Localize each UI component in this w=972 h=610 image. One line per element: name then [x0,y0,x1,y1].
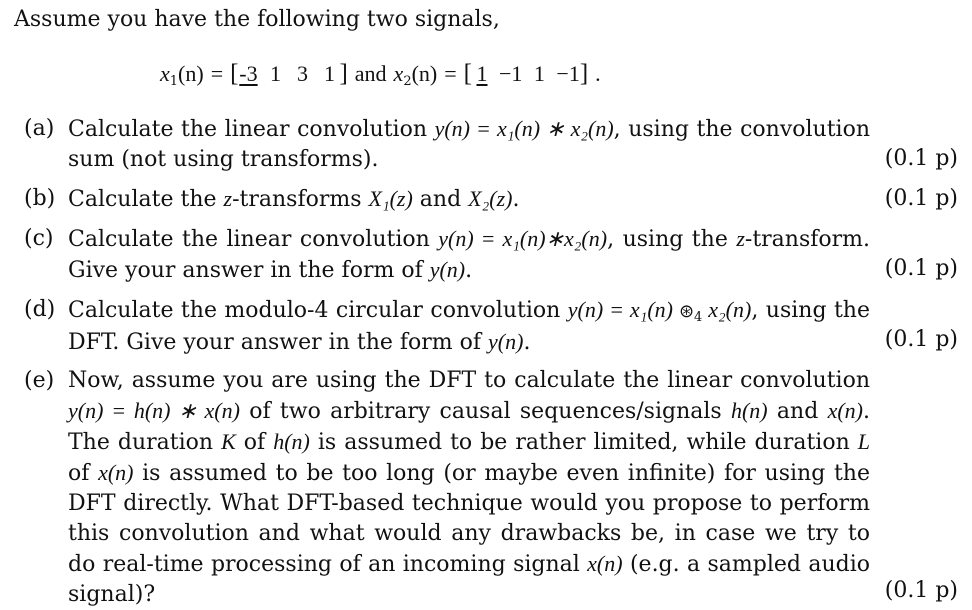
signal-definitions [160,60,601,89]
question-d-points: (0.1 p) [884,327,958,352]
question-b-text [68,184,870,215]
question-c-points: (0.1 p) [884,256,958,281]
x2-symbol: x [393,61,404,86]
question-b-pre: Calculate the [68,187,224,212]
intro-text: Assume you have the following two signals, [14,7,500,32]
x1-vector [230,62,355,87]
question-d-post: , using the DFT. Give your answer in the form of [68,298,871,355]
question-e-text-part: Now, assume you are using the DFT to calculate the linear convolution [68,368,870,393]
signals-end: . [595,61,601,86]
question-b [24,184,870,215]
question-e-text [68,366,870,610]
x2-value: −1 [499,61,523,86]
left-bracket: [ [230,60,239,87]
right-bracket: ] [339,60,348,87]
x2-subscript: 2 [403,74,412,89]
question-c-end: . [465,258,473,283]
x2-equals: = [444,61,457,86]
right-bracket: ] [579,60,589,87]
question-e-points: (0.1 p) [884,578,958,603]
left-bracket: [ [463,60,472,87]
x2-argument: (n) [411,61,438,86]
question-a-equation: y(n) = x₁(n) ∗ x₂(n) [434,116,614,141]
question-e-text-part: is assumed to be rather limited, while duration [309,430,858,455]
question-e-x: x(n) [587,551,623,576]
question-d-circ-subscript: 4 [694,310,703,325]
question-e-x: x(n) [827,398,864,423]
question-e-text-part: (e.g. a sampled audio signal)? [68,552,870,607]
x1-symbol: x [160,61,170,86]
question-a-post: , using the convolution sum (not using transforms). [68,117,871,172]
x2-value: −1 [556,61,580,86]
x2-vector [464,62,596,87]
question-d-pre: Calculate the modulo-4 circular convolution [68,298,568,323]
question-d-end: . [523,330,531,355]
question-c-mid: , using the [607,227,737,252]
question-c-label: (c) [24,226,54,251]
question-e-text-part: and [767,399,828,424]
question-e-text-part: of [235,430,274,455]
question-c-equation: y(n) = x₁(n)∗x₂(n) [438,226,608,251]
question-b-post: . [512,187,520,212]
question-e-h: h(n) [273,429,310,454]
question-b-and: and [412,187,469,212]
question-a-text [68,114,870,175]
question-e-text-part: . The duration [68,399,871,455]
question-d [24,295,870,358]
question-a-points: (0.1 p) [884,146,958,171]
x1-equals: = [210,61,224,86]
question-d-label: (d) [24,297,56,322]
x1-subscript: 1 [169,74,179,89]
question-e-l: L [857,429,871,454]
question-d-y: y(n) [488,329,524,354]
question-e-text-part: of [68,461,99,486]
question-e [24,366,870,610]
question-d-equation-left: y(n) = x₁(n) [567,297,679,322]
question-d-equation-right: x₂(n) [702,297,752,322]
x1-value: 1 [323,61,335,86]
question-b-mid: -transforms [232,187,369,212]
circular-convolution-icon: ⊛ [678,301,695,322]
question-a-label: (a) [24,116,55,141]
question-c-y: y(n) [429,257,466,282]
question-b-z: z [223,186,233,211]
x2-value: 1 [476,61,488,86]
x2-value: 1 [533,61,545,86]
question-c [24,224,870,286]
x1-argument: (n) [178,61,204,86]
x1-value: 1 [269,61,281,86]
question-e-x: x(n) [98,460,134,485]
question-e-h: h(n) [730,398,768,423]
question-e-equation: y(n) = h(n) ∗ x(n) [68,398,240,423]
question-e-text-part: is assumed to be too long (or maybe even infinite) for using the DFT directly. What DFT-based technique would you propose to perform this convolution and what would any drawbacks be, in case we try to do real-time processing of an incoming signal [68,461,870,577]
question-d-text [68,295,870,358]
question-b-points: (0.1 p) [884,186,958,211]
question-c-post: -transform. Give your answer in the form of [68,227,871,283]
question-c-pre: Calculate the linear convolution [68,227,439,252]
question-c-z: z [736,226,745,251]
x1-value: -3 [239,61,258,86]
question-e-label: (e) [24,368,55,393]
x1-value: 3 [296,61,308,86]
question-b-x1-transform: X₁(z) [368,186,413,211]
question-b-x2-transform: X₂(z) [468,186,513,211]
question-e-k: K [221,429,236,454]
question-b-label: (b) [24,186,56,211]
signals-connector: and [354,61,387,86]
question-a [24,114,870,175]
question-a-pre: Calculate the linear convolution [68,117,435,142]
question-e-text-part: of two arbitrary causal sequences/signals [239,399,731,424]
question-c-text [68,224,870,286]
